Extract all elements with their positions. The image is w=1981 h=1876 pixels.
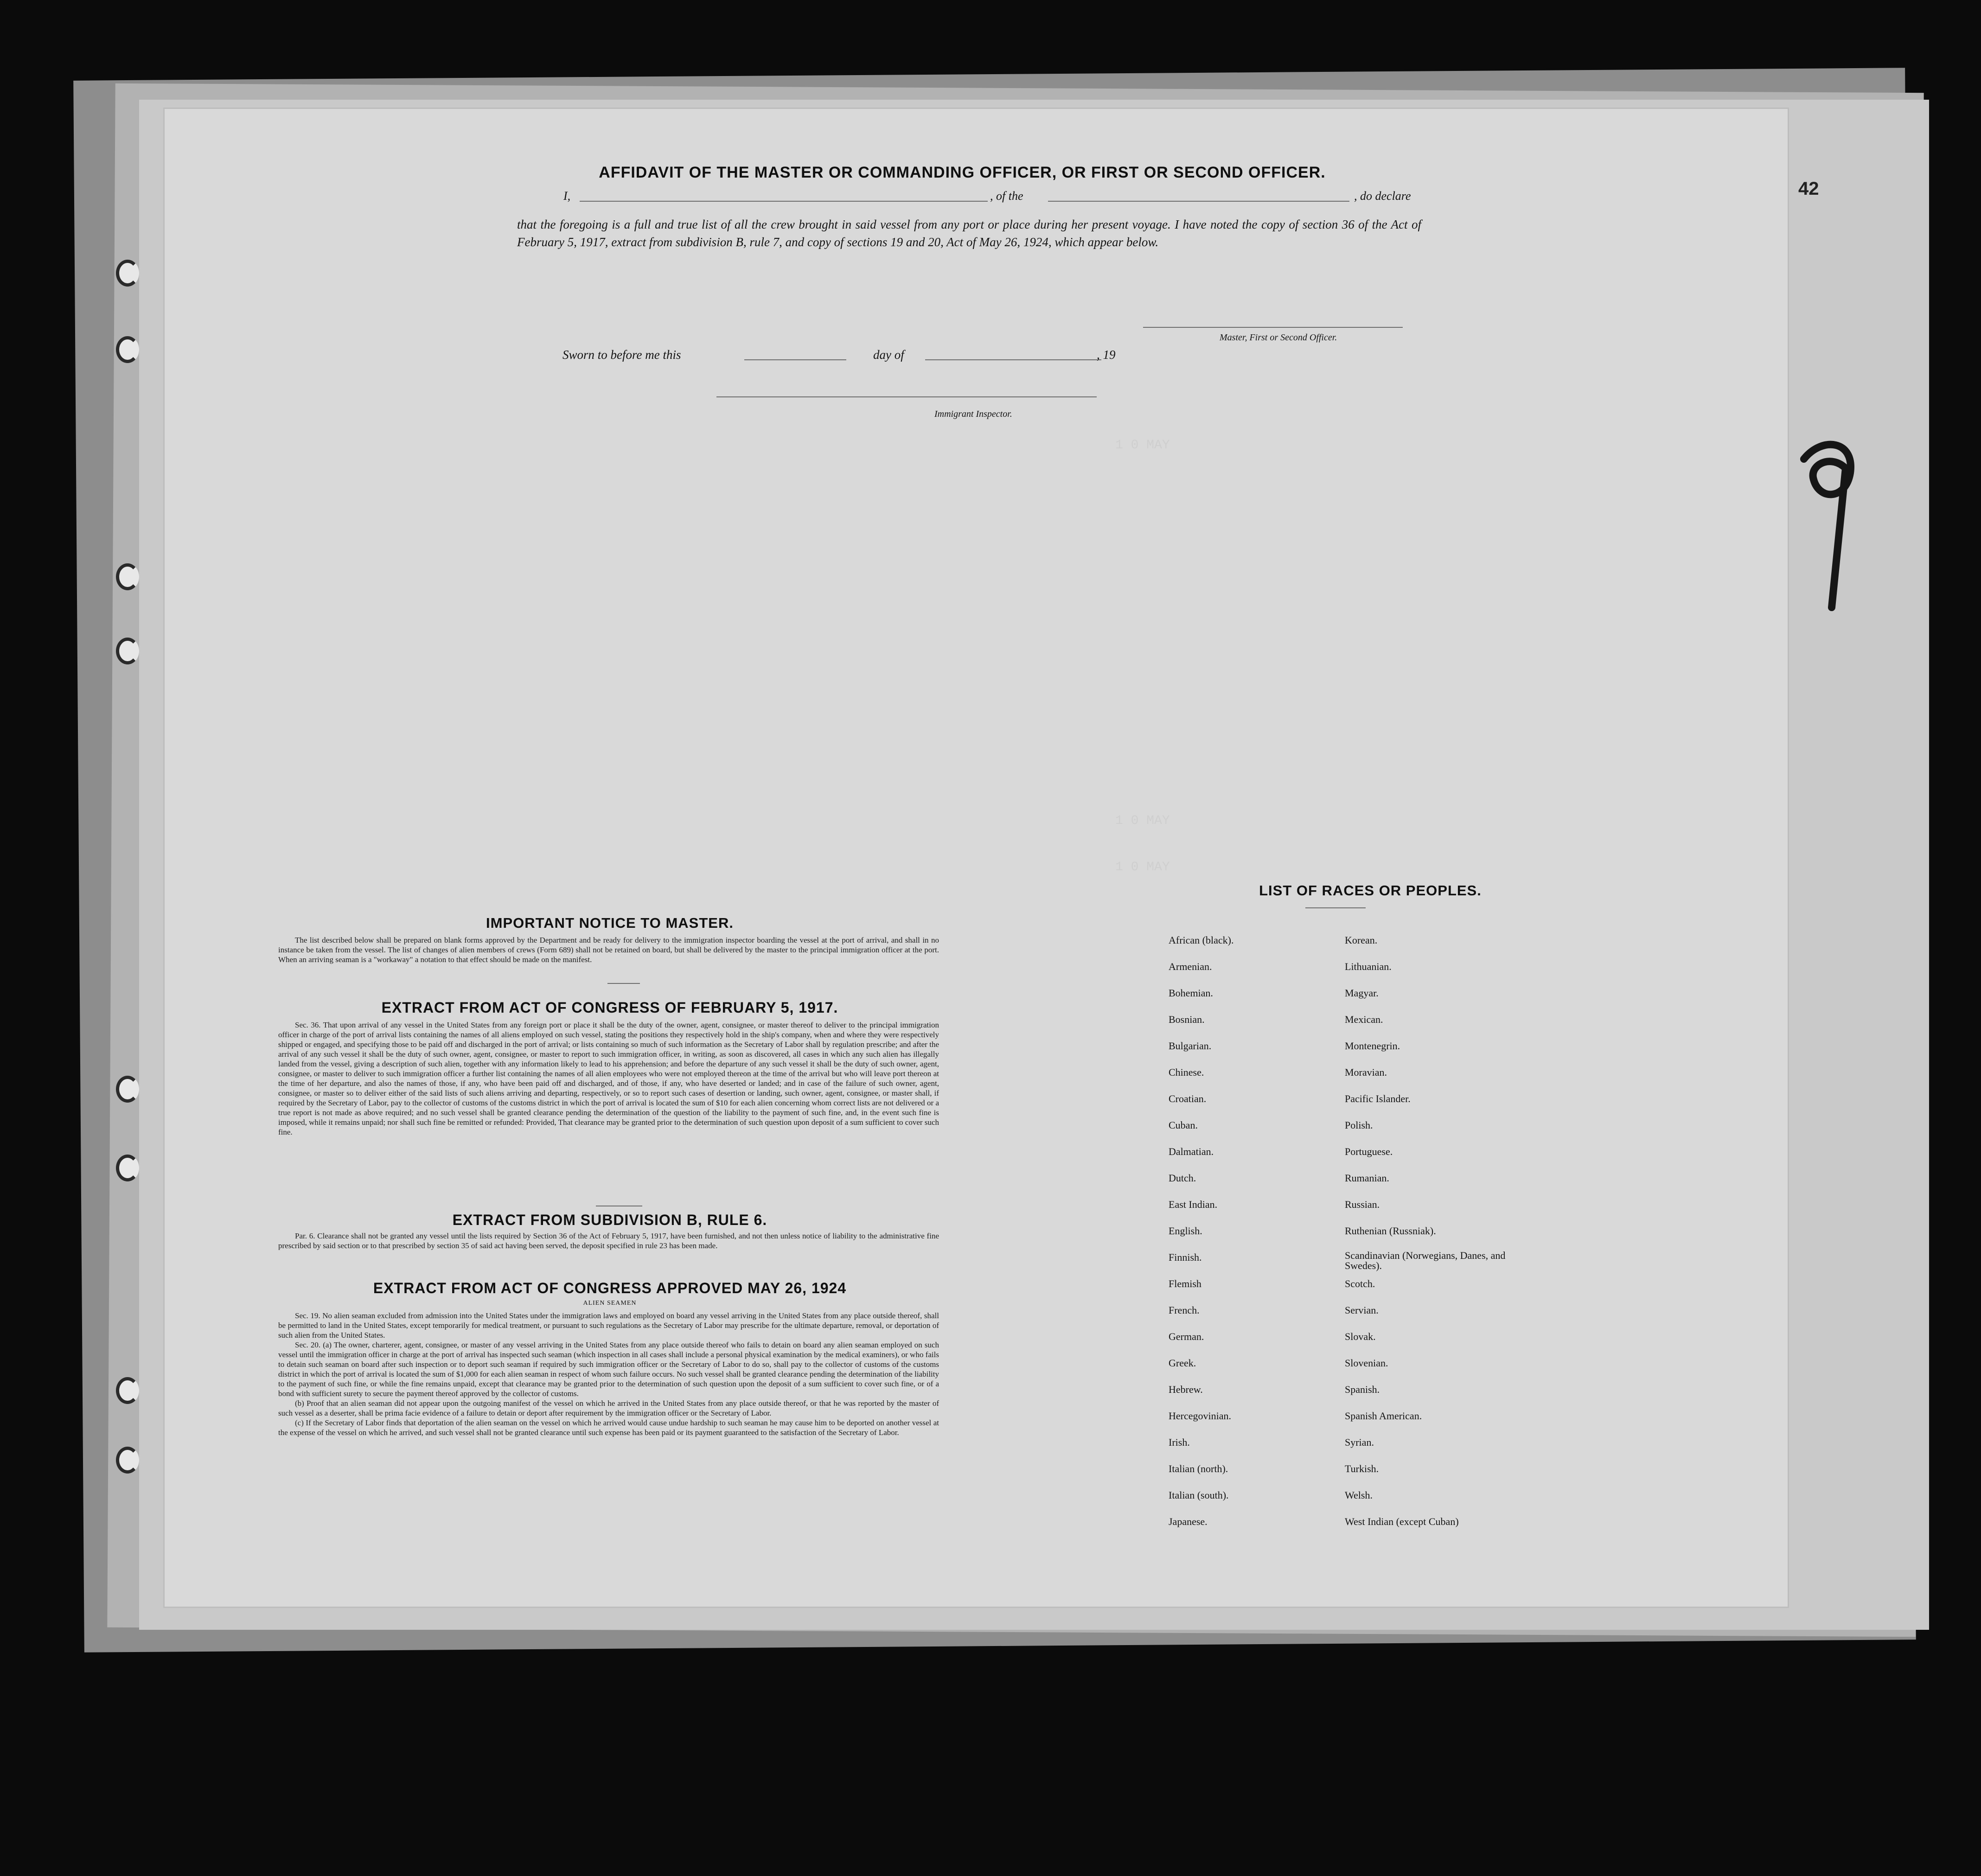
affidavit-prefix: I,: [563, 189, 571, 203]
race-item: Portuguese.: [1345, 1146, 1393, 1157]
race-item: Syrian.: [1345, 1436, 1374, 1448]
extract-rule6-text: [278, 1231, 939, 1251]
sworn-month-blank: [925, 359, 1101, 360]
race-item: Hebrew.: [1169, 1384, 1203, 1395]
manifest-page: [165, 109, 1788, 1607]
bleed-through-text: 1 0 MAY: [1115, 860, 1170, 874]
extract-1924-title: EXTRACT FROM ACT OF CONGRESS APPROVED MAY 26, 1924: [373, 1280, 847, 1296]
race-item: Spanish.: [1345, 1384, 1380, 1395]
section-divider: [607, 983, 640, 984]
binder-ring-icon: [116, 336, 139, 363]
extract-1924-sec19: Sec. 19. No alien seaman excluded from admission into the United States under the immigration laws and employed on board any vessel arriving in the United States from any place outside thereof, shall be permitted to land in the United States, except temporarily for medical treatment, or pursuant to such regulations as the Secretary of Labor may prescribe for the ultimate departure, removal, or deportation of such alien from the United States.: [278, 1311, 939, 1340]
races-right-column: [1345, 933, 1540, 1541]
race-item: Rumanian.: [1345, 1172, 1389, 1184]
race-item: Flemish: [1169, 1278, 1201, 1289]
race-item: German.: [1169, 1331, 1204, 1342]
affidavit-body: that the foregoing is a full and true list of all the crew brought in said vessel from any port or place during her present voyage. I have noted the copy of section 36 of the Act of February 5, 1917, extract from subdivision B, rule 7, and copy of sections 19 and 20, Act of May 26, 1924, which appear below.: [517, 217, 1421, 249]
notice-text: [278, 935, 939, 964]
extract-1917-paragraph: Sec. 36. That upon arrival of any vessel in the United States from any foreign port or place it shall be the duty of the owner, agent, consignee, or master thereof to deliver to the principal immigration officer in charge of the port of arrival lists containing the names of all aliens employed on such vessel, stating the positions they respectively hold in the ship's company, when and where they were respectively shipped or engaged, and specifying those to be paid off and discharged in the port of arrival; or lists containing so much of such information as the Secretary of Labor shall by regulation prescribe; and after the arrival of any such vessel it shall be the duty of such owner, agent, consignee, or master to report to such immigration officer, in writing, as soon as discovered, all cases in which any such alien has illegally landed from the vessel, giving a description of such alien, together with any information likely to lead to his apprehension; and before the departure of any such vessel it shall be the duty of such owner, agent, consignee, or master to deliver to such immigration officer a further list containing the names of all alien employees who were not employed thereon at the time of the arrival but who will leave port thereon at the time of her departure, and also the names of those, if any, who have been paid off and discharged, and of those, if any, who have deserted or landed; and in case of the failure of such owner, agent, consignee, or master so to deliver either of the said lists of such aliens arriving and departing, respectively, or so to report such cases of desertion or landing, such owner, agent, consignee, or master shall, if required by the Secretary of Labor, pay to the collector of customs of the customs district in which the port of arrival is located the sum of $10 for each alien concerning whom correct lists are not delivered or a true report is not made as above required; and no such vessel shall be granted clearance pending the determination of the question of the liability to the payment of such fine, and, in the event such fine is imposed, while it remains unpaid; nor shall such fine be remitted or refunded: Provided, That clearance may be granted prior to the determination of such question upon deposit of a sum sufficient to cover such fine.: [278, 1021, 939, 1136]
master-name-blank: [580, 201, 988, 202]
race-item: Chinese.: [1169, 1066, 1204, 1078]
race-item: Japanese.: [1169, 1516, 1208, 1527]
race-item: African (black).: [1169, 934, 1234, 946]
inspector-caption: Immigrant Inspector.: [934, 409, 1012, 419]
race-item: Ruthenian (Russniak).: [1345, 1225, 1436, 1237]
race-item: Dalmatian.: [1169, 1146, 1214, 1157]
affidavit-of-the: , of the: [990, 189, 1023, 203]
vessel-name-blank: [1048, 201, 1349, 202]
race-item: Croatian.: [1169, 1093, 1207, 1104]
race-item: East Indian.: [1169, 1199, 1218, 1210]
race-item: Finnish.: [1169, 1251, 1202, 1263]
sworn-prefix: Sworn to before me this: [562, 348, 681, 362]
extract-1924-text: [278, 1311, 939, 1437]
binder-ring-icon: [116, 638, 139, 664]
race-item: Korean.: [1345, 934, 1378, 946]
race-item: Bohemian.: [1169, 987, 1213, 999]
sworn-year: , 19: [1097, 348, 1116, 362]
race-item: Italian (south).: [1169, 1489, 1229, 1501]
race-item: Moravian.: [1345, 1066, 1387, 1078]
extract-1924-sec20a: Sec. 20. (a) The owner, charterer, agent, consignee, or master of any vessel arriving in the United States from any place outside thereof who fails to detain on board any alien seaman employed on such vessel until the immigration officer in charge at the port of arrival has inspected such seaman (which inspection in all cases shall include a personal physical examination by the medical examiners), or who fails to detain such seaman on board after such inspection or to deport such seaman if required by such immigration officer or the Secretary of Labor to do so, shall pay to the collector of customs of the customs district in which the port of arrival is located the sum of $1,000 for each alien seaman in respect of whom such failure occurs. No such vessel shall be granted clearance pending the determination of the liability to the payment of such fine, or while the fine remains unpaid, except that clearance may be granted prior to the determination of such question upon the deposit of a sum sufficient to cover such fine, or of a bond with sufficient surety to secure the payment thereof approved by the collector of customs.: [278, 1340, 939, 1398]
race-item: Montenegrin.: [1345, 1040, 1400, 1052]
race-item: Lithuanian.: [1345, 961, 1392, 972]
binder-ring-icon: [116, 563, 139, 590]
race-item: Bosnian.: [1169, 1014, 1205, 1025]
race-item: Hercegovinian.: [1169, 1410, 1231, 1422]
extract-1924-sec20b: (b) Proof that an alien seaman did not appear upon the outgoing manifest of the vessel on which he arrived in the United States from any place outside thereof, or that he was reported by the master of such vessel as a deserter, shall be prima facie evidence of a failure to detain or deport after requirement by the immigration officer or the Secretary of Labor.: [278, 1399, 939, 1417]
race-item: Polish.: [1345, 1119, 1373, 1131]
race-item: Mexican.: [1345, 1014, 1383, 1025]
binder-ring-icon: [116, 1447, 139, 1474]
race-item: Magyar.: [1345, 987, 1379, 999]
notice-title: IMPORTANT NOTICE TO MASTER.: [486, 915, 734, 931]
handwritten-numeral-icon: [1795, 431, 1869, 617]
extract-1924-subtitle: ALIEN SEAMEN: [583, 1300, 637, 1307]
extract-rule6-paragraph: Par. 6. Clearance shall not be granted any vessel until the lists required by Section 36 of the Act of February 5, 1917, have been furnished, and not then unless notice of liability to the administrative fine prescribed by said section or to that prescribed by section 35 of said act having been served, the deposit specified in rule 23 has been made.: [278, 1232, 939, 1250]
race-item: Pacific Islander.: [1345, 1093, 1411, 1104]
race-item: West Indian (except Cuban): [1345, 1516, 1459, 1527]
bleed-through-text: 1 0 MAY: [1115, 438, 1170, 453]
race-item: Cuban.: [1169, 1119, 1198, 1131]
binder-ring-icon: [116, 1155, 139, 1181]
binder-ring-icon: [116, 260, 139, 287]
race-item: Dutch.: [1169, 1172, 1196, 1184]
affidavit-title: AFFIDAVIT OF THE MASTER OR COMMANDING OFFICER, OR FIRST OR SECOND OFFICER.: [599, 164, 1326, 181]
races-title: LIST OF RACES OR PEOPLES.: [1259, 882, 1482, 899]
page-number-mark: 42: [1798, 179, 1819, 199]
race-item: Scandinavian (Norwegians, Danes, and Swedes).: [1345, 1250, 1506, 1271]
notice-paragraph: The list described below shall be prepared on blank forms approved by the Department and be ready for delivery to the immigration inspector boarding the vessel at the port of arrival, and shall in no instance be taken from the vessel. The list of changes of alien members of crews (Form 689) shall not be retained on board, but shall be delivered by the master to the principal immigration officer at the port. When an arriving seaman is a "workaway" a notation to that effect should be made on the manifest.: [278, 936, 939, 964]
race-item: Bulgarian.: [1169, 1040, 1212, 1052]
bleed-through-text: 1 0 MAY: [1115, 814, 1170, 828]
race-item: Armenian.: [1169, 961, 1212, 972]
race-item: Slovak.: [1345, 1331, 1376, 1342]
race-item: Greek.: [1169, 1357, 1196, 1369]
affidavit-do-declare: , do declare: [1354, 189, 1411, 203]
extract-1924-sec20c: (c) If the Secretary of Labor finds that deportation of the alien seaman on the vessel on which he arrived would cause undue hardship to such seaman he may cause him to be deported on another vessel at the expense of the vessel on which he arrived, and such vessel shall not be granted clearance until such expense has been paid or its payment guaranteed to the satisfaction of the Secretary of Labor.: [278, 1418, 939, 1437]
race-item: Italian (north).: [1169, 1463, 1228, 1474]
extract-rule6-title: EXTRACT FROM SUBDIVISION B, RULE 6.: [452, 1212, 767, 1228]
race-item: Scotch.: [1345, 1278, 1375, 1289]
race-item: Servian.: [1345, 1304, 1379, 1316]
race-item: French.: [1169, 1304, 1200, 1316]
sworn-day-blank: [744, 359, 846, 360]
extract-1917-title: EXTRACT FROM ACT OF CONGRESS OF FEBRUARY 5, 1917.: [381, 999, 838, 1016]
race-item: Russian.: [1345, 1199, 1380, 1210]
inspector-signature-line: [716, 396, 1097, 397]
extract-1917-text: [278, 1020, 939, 1137]
binder-ring-icon: [116, 1076, 139, 1103]
race-item: Welsh.: [1345, 1489, 1373, 1501]
signature-caption: Master, First or Second Officer.: [1220, 332, 1337, 343]
race-item: Irish.: [1169, 1436, 1190, 1448]
race-item: English.: [1169, 1225, 1202, 1237]
race-item: Slovenian.: [1345, 1357, 1388, 1369]
race-item: Spanish American.: [1345, 1410, 1422, 1422]
binder-ring-icon: [116, 1377, 139, 1404]
officer-signature-line: [1143, 327, 1403, 328]
sworn-day-of: day of: [873, 348, 904, 362]
section-divider: [1305, 907, 1366, 908]
race-item: Turkish.: [1345, 1463, 1379, 1474]
